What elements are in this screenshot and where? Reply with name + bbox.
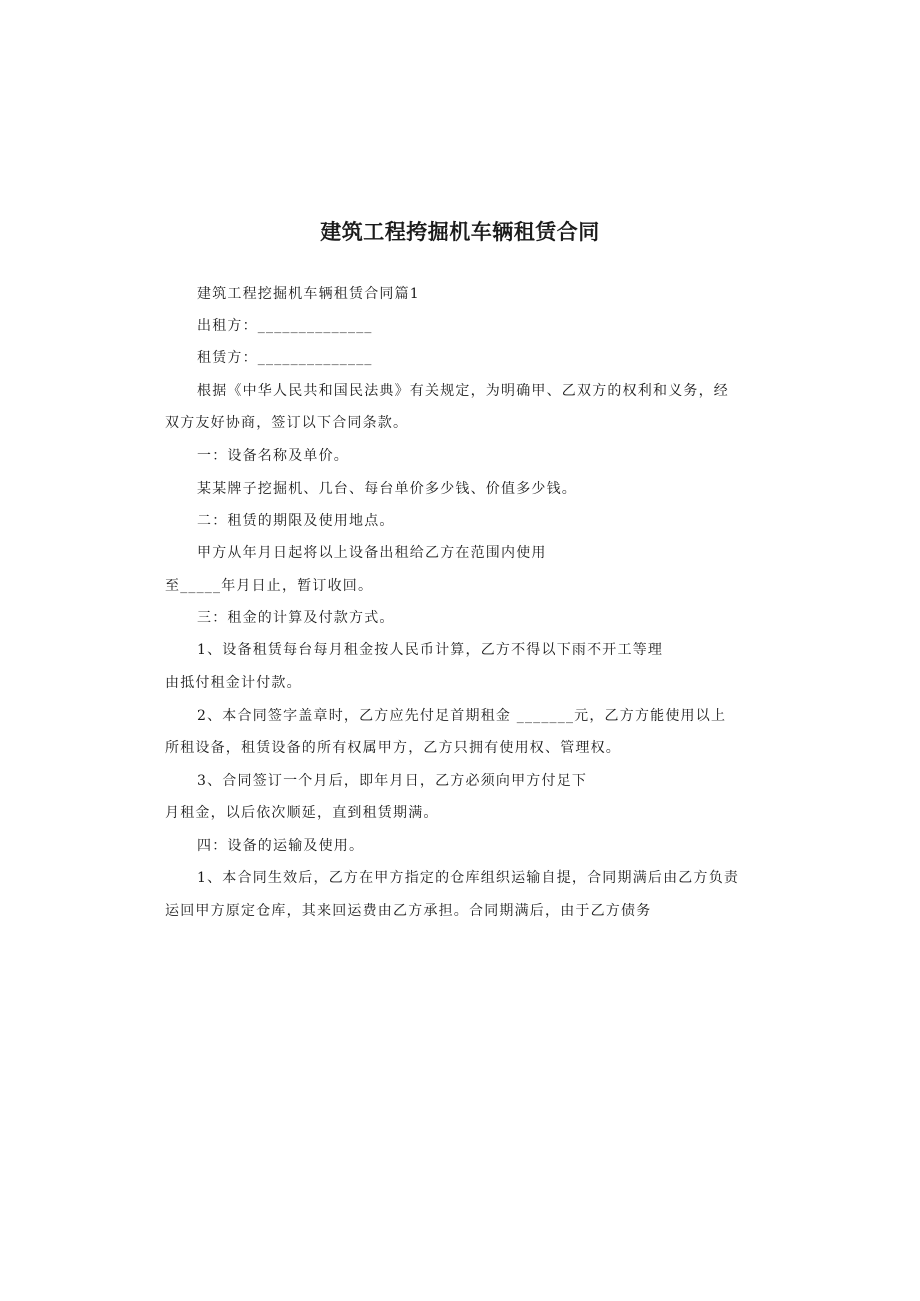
clause-4-item-1-line-1: 1、本合同生效后，乙方在甲方指定的仓库组织运输自提，合同期满后由乙方负责 (197, 870, 740, 886)
preamble-line-1: 根据《中华人民共和国民法典》有关规定，为明确甲、乙双方的权利和义务，经 (197, 383, 729, 399)
clause-1-heading: 一：设备名称及单价。 (197, 448, 349, 464)
clause-3-item-3-line-1: 3、合同签订一个月后，即年月日，乙方必须向甲方付足下 (197, 773, 588, 789)
preamble-line-2: 双方友好协商，签订以下合同条款。 (165, 415, 409, 431)
lessor-field: 出租方：______________ (197, 318, 373, 334)
section-heading-part-1: 建筑工程挖掘机车辆租赁合同篇1 (197, 286, 420, 302)
clause-3-item-1-line-2: 由抵付租金计付款。 (165, 675, 302, 691)
clause-3-item-2-line-1: 2、本合同签字盖章时，乙方应先付足首期租金 _______元，乙方方能使用以上 (197, 708, 727, 724)
clause-3-item-3-line-2: 月租金，以后依次顺延，直到租赁期满。 (165, 805, 439, 821)
document-title: 建筑工程挎掘机车辆租赁合同 (320, 220, 600, 244)
clause-2-text-line-1: 甲方从年月日起将以上设备出租给乙方在范围内使用 (197, 545, 547, 561)
clause-3-item-1-line-1: 1、设备租赁每台每月租金按人民币计算，乙方不得以下雨不开工等理 (197, 642, 664, 658)
clause-3-heading: 三：租金的计算及付款方式。 (197, 610, 395, 626)
clause-4-item-1-line-2: 运回甲方原定仓库，其来回运费由乙方承担。合同期满后，由于乙方债务 (165, 903, 652, 919)
clause-4-heading: 四：设备的运输及使用。 (197, 838, 365, 854)
clause-1-text: 某某牌子挖掘机、几台、每台单价多少钱、价值多少钱。 (197, 481, 577, 497)
clause-3-item-2-line-2: 所租设备，租赁设备的所有权属甲方，乙方只拥有使用权、管理权。 (165, 740, 621, 756)
lessee-field: 租赁方：______________ (197, 350, 373, 366)
clause-2-heading: 二：租赁的期限及使用地点。 (197, 513, 395, 529)
clause-2-text-line-2: 至_____年月日止，暂订收回。 (165, 578, 374, 594)
